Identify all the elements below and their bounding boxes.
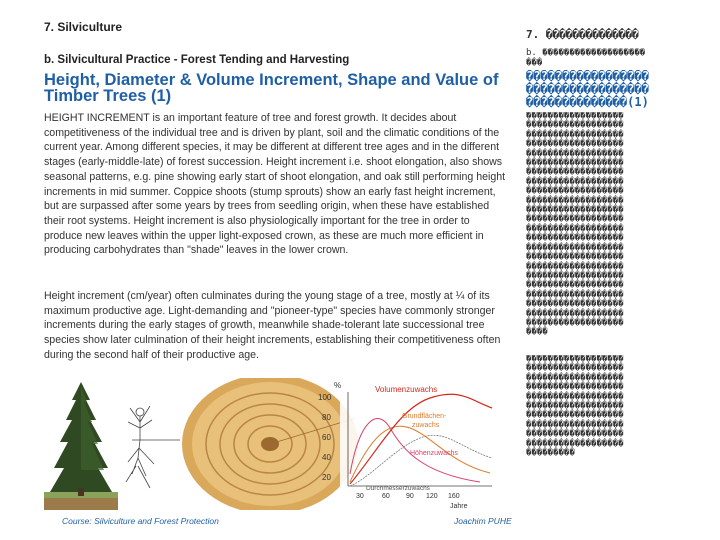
label-height: Höhenzuwachs	[410, 450, 458, 457]
x-axis-label: Jahre	[450, 503, 468, 510]
garbled-paragraph-2: ������������������ ������������������ ������������������ ������������������ ������������������ ������������������ ������������������ ������������������ ������������������ ������������������ ���������	[526, 355, 624, 459]
y-tick: 80	[322, 413, 331, 422]
x-tick: 120	[426, 493, 438, 500]
label-diameter: Durchmesserzuwachs	[366, 485, 430, 492]
subsection-heading: b. Silvicultural Practice - Forest Tending and Harvesting	[44, 54, 350, 66]
paragraph-culmination: Height increment (cm/year) often culminates during the young stage of a tree, mostly at ¼ of its maximum productive age. Light-demanding and "pioneer-type" species have commonly stronger increments during the early stages of growth, meanwhile shade-tolerant late successional tree species show later culmination of their height increments, establishing their competitiveness often during the second half of their productive age.	[44, 290, 501, 361]
x-tick: 90	[406, 493, 414, 500]
label-basal-area-2: zuwachs	[412, 422, 440, 429]
paragraph-height-increment: HEIGHT INCREMENT is an important feature of tree and forest growth. It decides about competitiveness of the individual tree and is driven by plant, soil and the climatic conditions of the current year. Among different species, it may be different at different tree ages and in the different stages (early-middle-late) of forest succession. Height increment i.e. shoot elongation, also shows seasonal patterns, e.g. pine showing early start of shoot elongation, and oak still performing height increments in mid summer. Coppice shoots (stump sprouts) show an early fast height increment, but are surpassed after some years by trees from seedling origin, when these have established their root systems. Height increment is also physiologically important for the tree in order to produce new leaves within the upper light-exposed crown, as these are much more efficient in producing carbohydrates than "shade" leaves in the lower crown.	[44, 112, 506, 257]
increment-figure	[120, 378, 500, 510]
section-heading: 7. Silviculture	[44, 20, 123, 34]
y-tick: 40	[322, 453, 331, 462]
y-unit-label: %	[334, 381, 342, 390]
slide-title: Height, Diameter & Volume Increment, Shape and Value of Timber Trees (1)	[44, 71, 499, 105]
label-basal-area: Grundflächen-	[402, 413, 447, 420]
seedling-root-sketch	[126, 406, 180, 488]
spruce-tree-photo	[44, 380, 118, 510]
garbled-subsection: b. ������������������� ���	[526, 48, 646, 68]
garbled-paragraph-1: ������������������ ������������������ ������������������ ������������������ ������������������ ������������������ ������������������ ������������������ ������������������ ������������������ ������������������ ������������������ ������������������ ������������������ ������������������ ������������������ ������������������ ������������������ ������������������ ������������������ ������������������ ������������������ ������������������ ����	[526, 112, 624, 338]
garbled-title: ����������������� ����������������� ��������������(1)	[526, 70, 649, 109]
label-volume: Volumenzuwachs	[375, 385, 438, 394]
x-tick: 60	[382, 493, 390, 500]
footer-author: Joachim PUHE	[454, 516, 512, 526]
garbled-section-heading: 7. ��������������	[526, 28, 639, 41]
x-tick: 30	[356, 493, 364, 500]
y-tick: 60	[322, 433, 331, 442]
footer-course: Course: Silviculture and Forest Protection	[62, 516, 219, 526]
tree-ring-cross-section	[182, 378, 358, 510]
x-tick: 160	[448, 493, 460, 500]
y-tick: 100	[318, 393, 332, 402]
y-tick: 20	[322, 473, 331, 482]
